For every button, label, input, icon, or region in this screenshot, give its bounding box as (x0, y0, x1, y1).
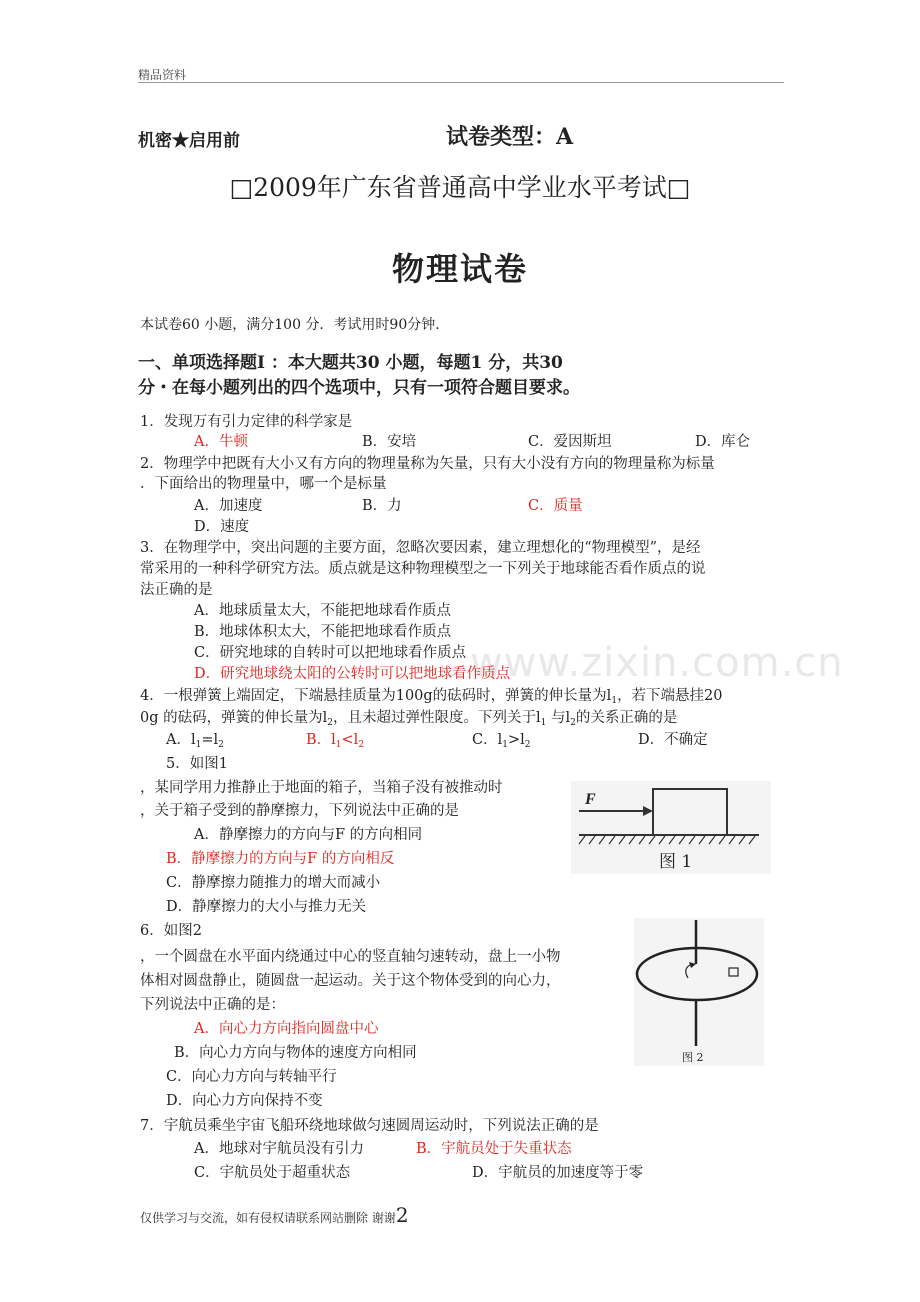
q4-stem-line2-mid2: 与l (546, 710, 571, 726)
footer-note (140, 1203, 409, 1227)
force-arrow-head (643, 806, 653, 816)
q1-stem: 1．发现万有引力定律的科学家是 (140, 414, 353, 430)
q4-option-a-mid: =l (201, 732, 219, 748)
q5-stem-line3: ，关于箱子受到的静摩擦力，下列说法中正确的是 (140, 803, 459, 819)
q4-sub: 2 (570, 718, 576, 728)
q3-stem-line3: 法正确的是 (140, 582, 213, 598)
q4-sub: 1 (502, 740, 508, 750)
q4-option-c (472, 728, 531, 750)
q6-stem-line4: 下列说法中正确的是： (140, 997, 285, 1013)
q4-sub: 2 (358, 740, 365, 750)
q3-option-c: C．研究地球的自转时可以把地球看作质点 (194, 645, 467, 661)
box-shape (653, 789, 727, 835)
q4-option-c-pre: C．l (472, 732, 503, 748)
exam-title: □2009年广东省普通高中学业水平考试□ (229, 173, 691, 202)
figure-1 (571, 781, 771, 874)
section-heading-line2: 分・在每小题列出的四个选项中，只有一项符合题目要求。 (138, 378, 580, 398)
q7-option-d: D．宇航员的加速度等于零 (472, 1165, 644, 1181)
q4-sub: 2 (218, 740, 224, 750)
q6-stem-line1: 6．如图2 (140, 923, 202, 939)
q4-option-a-pre: A．l (166, 732, 196, 748)
q4-sub: 1 (540, 718, 547, 728)
q5-option-c: C．静摩擦力随推力的增大而减小 (166, 875, 381, 891)
confidential-label: 机密★启用前 (138, 131, 240, 151)
header-divider (138, 82, 784, 83)
q4-stem-line1-post: ，若下端悬挂20 (617, 688, 723, 704)
figure-2-caption: 图 2 (682, 1051, 704, 1064)
q2-option-a: A．加速度 (194, 498, 263, 514)
q6-option-c: C．向心力方向与转轴平行 (166, 1069, 337, 1085)
q4-option-d: D．不确定 (638, 732, 708, 748)
q4-option-c-mid: >l (507, 732, 525, 748)
small-object (729, 968, 738, 976)
q7-stem: 7．宇航员乘坐宇宙飞船环绕地球做匀速圆周运动时，下列说法正确的是 (140, 1118, 599, 1134)
q7-option-b: B．宇航员处于失重状态 (416, 1141, 572, 1157)
watermark: www.zixin.com.cn (470, 640, 844, 686)
q1-option-b: B．安培 (362, 434, 417, 450)
figure-1-drawing (571, 781, 771, 874)
q3-stem-line2: 常采用的一种科学研究方法。质点就是这种物理模型之一下列关于地球能否看作质点的说 (140, 561, 706, 577)
ground-hatching (579, 836, 755, 844)
paper-type: 试卷类型：A (446, 124, 574, 150)
page-number: 2 (395, 1203, 409, 1227)
q6-option-b: B．向心力方向与物体的速度方向相同 (174, 1045, 417, 1061)
q2-option-d: D．速度 (194, 519, 250, 535)
exam-intro: 本试卷60 小题，满分100 分．考试用时90分钟． (140, 317, 450, 333)
page-title: 物理试卷 (391, 250, 528, 288)
q4-sub: 2 (524, 740, 531, 750)
figure-1-caption: 图 1 (659, 852, 693, 872)
q2-option-b: B．力 (362, 498, 402, 514)
q1-option-c: C．爱因斯坦 (528, 434, 612, 450)
q4-option-b-pre: B．l (306, 732, 336, 748)
figure-2-drawing (634, 918, 764, 1066)
q1-option-d: D．库仑 (695, 434, 751, 450)
q6-option-a: A．向心力方向指向圆盘中心 (194, 1021, 379, 1037)
q5-option-a: A．静摩擦力的方向与F 的方向相同 (194, 827, 423, 843)
q4-sub: 1 (335, 740, 342, 750)
q2-stem-line1: 2．物理学中把既有大小又有方向的物理量称为矢量，只有大小没有方向的物理量称为标量 (140, 456, 715, 472)
q6-stem-line3: 体相对圆盘静止，随圆盘一起运动。关于这个物体受到的向心力， (140, 973, 561, 989)
q3-option-b: B．地球体积太大，不能把地球看作质点 (194, 624, 452, 640)
force-label: F (585, 791, 596, 808)
q4-sub: 1 (195, 740, 202, 750)
q4-option-b-mid: <l (341, 732, 359, 748)
figure-2 (634, 918, 764, 1066)
q4-stem-line2-pre: 0g 的砝码，弹簧的伸长量为l (140, 710, 328, 726)
q7-option-a: A．地球对宇航员没有引力 (194, 1141, 364, 1157)
q4-stem-line2-post: 的关系正确的是 (575, 710, 678, 726)
section-heading-line1: 一、单项选择题I ：本大题共30 小题，每题1 分，共30 (138, 353, 563, 373)
q4-sub: 2 (327, 718, 333, 728)
q3-option-d: D．研究地球绕太阳的公转时可以把地球看作质点 (194, 666, 511, 682)
q1-option-a: A．牛顿 (194, 434, 248, 450)
q5-option-b: B．静摩擦力的方向与F 的方向相反 (166, 851, 395, 867)
q4-stem-line2 (140, 706, 677, 728)
q2-option-c: C．质量 (528, 498, 583, 514)
q4-option-b (306, 728, 364, 750)
q4-stem-line1 (140, 684, 723, 706)
footer-text: 仅供学习与交流，如有侵权请联系网站删除 谢谢 (140, 1211, 396, 1225)
q5-stem-line2: ，某同学用力推静止于地面的箱子，当箱子没有被推动时 (140, 780, 503, 796)
q7-option-c: C．宇航员处于超重状态 (194, 1165, 351, 1181)
q3-stem-line1: 3．在物理学中，突出问题的主要方面，忽略次要因素，建立理想化的“物理模型”，是经 (140, 540, 701, 556)
q3-option-a: A．地球质量太大，不能把地球看作质点 (194, 603, 451, 619)
q4-stem-line2-mid: ，且未超过弹性限度。下列关于l (333, 710, 541, 726)
q4-sub: 1 (611, 696, 618, 706)
q4-option-a (166, 728, 224, 750)
header-note: 精品资料 (138, 68, 187, 82)
q4-stem-line1-pre: 4．一根弹簧上端固定，下端悬挂质量为100g的砝码时，弹簧的伸长量为l (140, 688, 612, 704)
q5-stem-line1: 5．如图1 (166, 756, 228, 772)
q6-option-d: D．向心力方向保持不变 (166, 1093, 323, 1109)
q5-option-d: D．静摩擦力的大小与推力无关 (166, 899, 367, 915)
q2-stem-line2: ．下面给出的物理量中，哪一个是标量 (140, 476, 387, 492)
q6-stem-line2: ，一个圆盘在水平面内绕通过中心的竖直轴匀速转动，盘上一小物 (140, 949, 561, 965)
